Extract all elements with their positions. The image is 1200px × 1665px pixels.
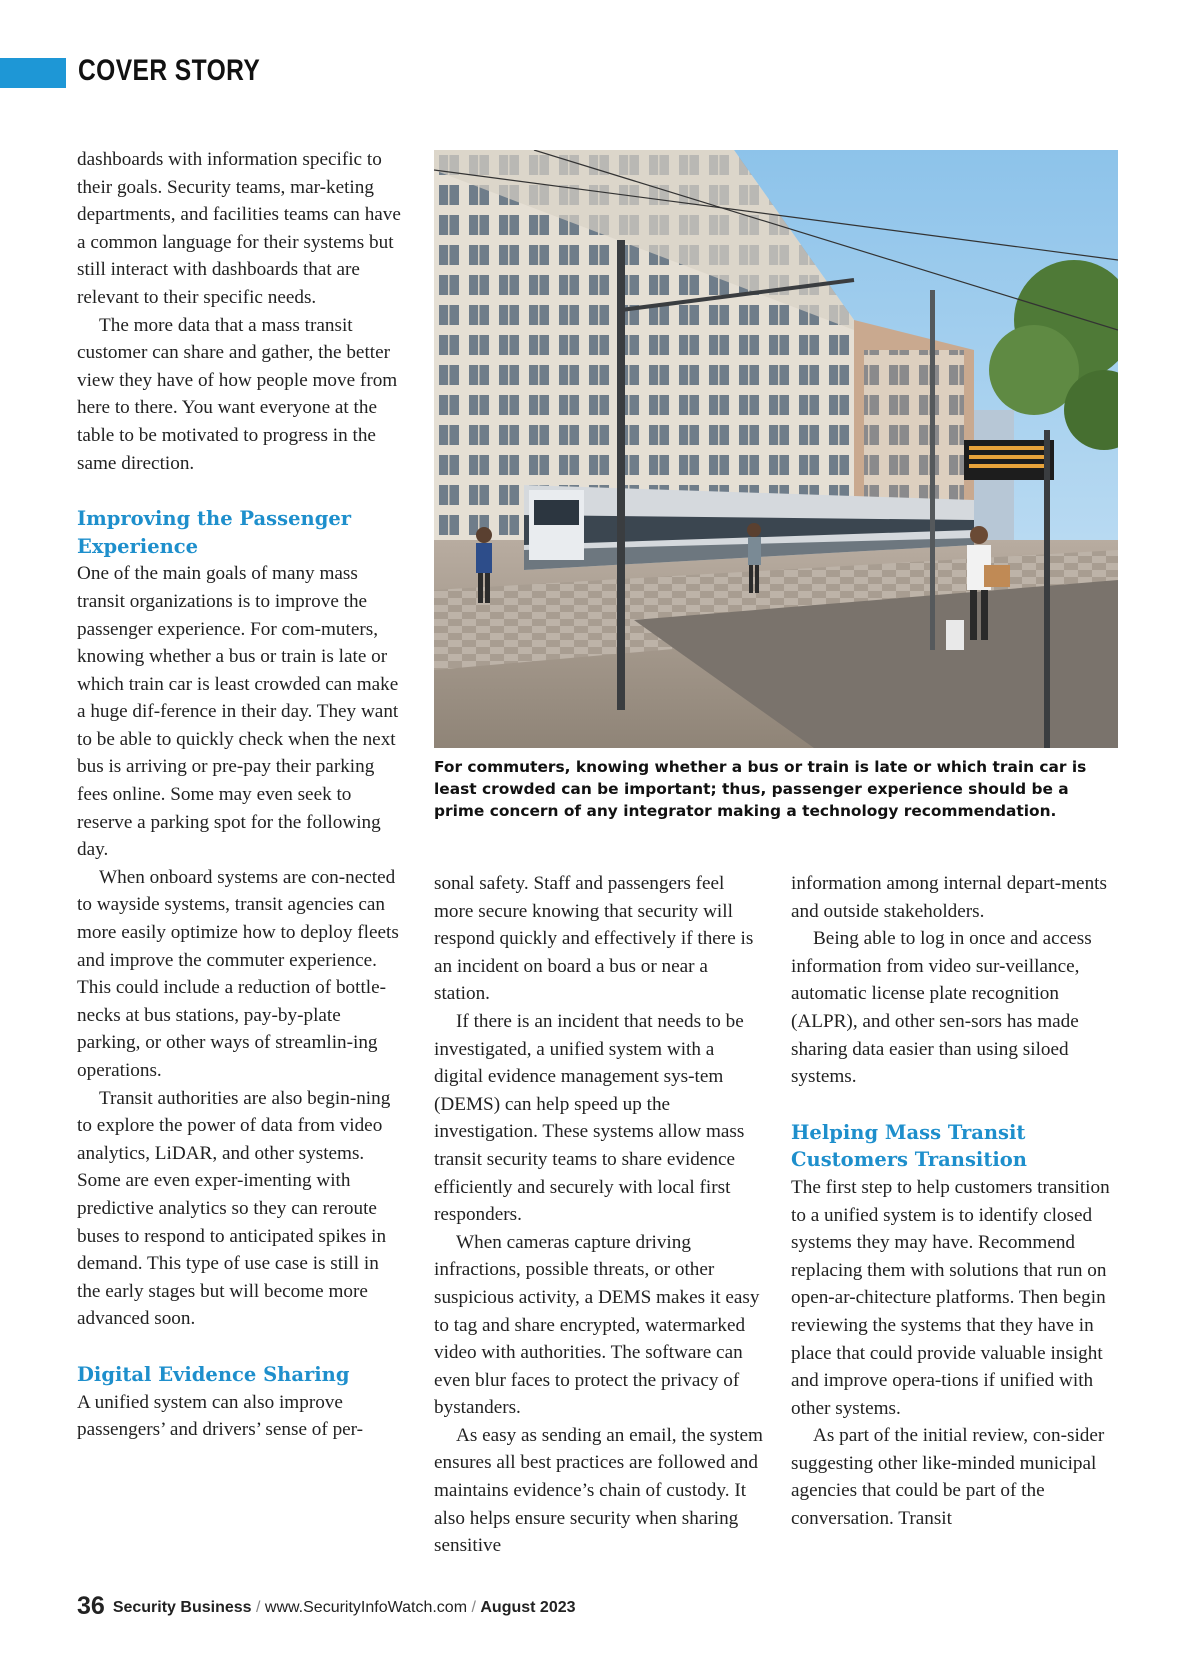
column-1 [77,146,407,1444]
paragraph: A unified system can also improve passengers’ and drivers’ sense of per- [77,1391,364,1441]
footer-separator: / [467,1599,481,1616]
page-number: 36 [77,1592,105,1620]
paragraph: As easy as sending an email, the system ensures all best practices are followed and maintains evidence’s chain of custody. It also helps ensure security when sharing sensitive [434,1424,763,1557]
column-3 [791,870,1113,1533]
paragraph: dashboards with information specific to their goals. Security teams, mar-keting departments, and facilities teams can have a common language for their systems but still interact with dashboards that are relevant to their specific needs. [77,149,401,308]
subheading-customers-transition: Helping Mass Transit Customers Transition [791,1120,1027,1172]
section-color-bar [0,58,66,88]
paragraph: sonal safety. Staff and passengers feel more secure knowing that security will respond quickly and effectively if there is an incident on board a bus or near a station. [434,873,754,1005]
photo-caption: For commuters, knowing whether a bus or train is late or which train car is least crowded can be important; thus, passenger experience should be a prime concern of any integrator making a technology recommendation. [434,758,1087,820]
paragraph: As part of the initial review, con-sider suggesting other like-minded municipal agencies that could be part of the conversation. Transit [791,1425,1105,1530]
paragraph: If there is an incident that needs to be investigated, a unified system with a digital evidence management sys-tem (DEMS) can help speed up the investigation. These systems allow mass transit security teams to share evidence efficiently and securely with local first responders. [434,1010,745,1226]
paragraph: information among internal depart-ments and outside stakeholders. [791,873,1107,922]
paragraph: When cameras capture driving infractions, possible threats, or other suspicious activity, a DEMS makes it easy to tag and share encrypted, watermarked video with authorities. The software can even blur faces to protect the privacy of bystanders. [434,1231,760,1419]
page-footer [77,1592,576,1621]
column-2 [434,870,766,1560]
subheading-digital-evidence: Digital Evidence Sharing [77,1362,350,1386]
footer-url: www.SecurityInfoWatch.com [264,1599,468,1616]
paragraph: Being able to log in once and access information from video sur-veillance, automatic license plate recognition (ALPR), and other sen-sors has made sharing data easier than using siloed systems. [791,928,1092,1088]
section-label: COVER STORY [78,54,261,87]
transit-station-photo [434,150,1118,748]
paragraph: When onboard systems are con-nected to wayside systems, transit agencies can more easily optimize how to deploy fleets and improve the commuter experience. This could include a reduction of bottle-necks at bus stations, pay-by-plate parking, or other ways of streamlin-ing operations. [77,866,399,1081]
footer-separator: / [251,1599,265,1616]
issue-date: August 2023 [480,1599,576,1616]
paragraph: The more data that a mass transit customer can share and gather, the better view they have of how people move from here to there. You want everyone at the table to be motivated to progress in the same direction. [77,314,398,474]
publication-name: Security Business [112,1599,252,1616]
subheading-passenger-experience: Improving the Passenger Experience [77,507,352,558]
paragraph: One of the main goals of many mass transit organizations is to improve the passenger experience. For com-muters, knowing whether a bus or train is late or which train car is least crowded can make a huge dif-ference in their day. They want to be able to quickly check when the next bus is arriving or pre-pay their parking fees online. Some may even seek to reserve a parking spot for the following day. [77,563,399,861]
paragraph: The first step to help customers transition to a unified system is to identify closed systems they may have. Recommend replacing them with solutions that run on open-ar-chitecture platforms. Then begin reviewing the systems that they have in place that could provide valuable insight and improve opera-tions if unified with other systems. [791,1176,1110,1419]
paragraph: Transit authorities are also begin-ning to explore the power of data from video analytics, LiDAR, and other systems. Some are even exper-imenting with predictive analytics so they can reroute buses to respond to anticipated spikes in demand. This type of use case is still in the early stages but will become more advanced soon. [77,1087,391,1330]
